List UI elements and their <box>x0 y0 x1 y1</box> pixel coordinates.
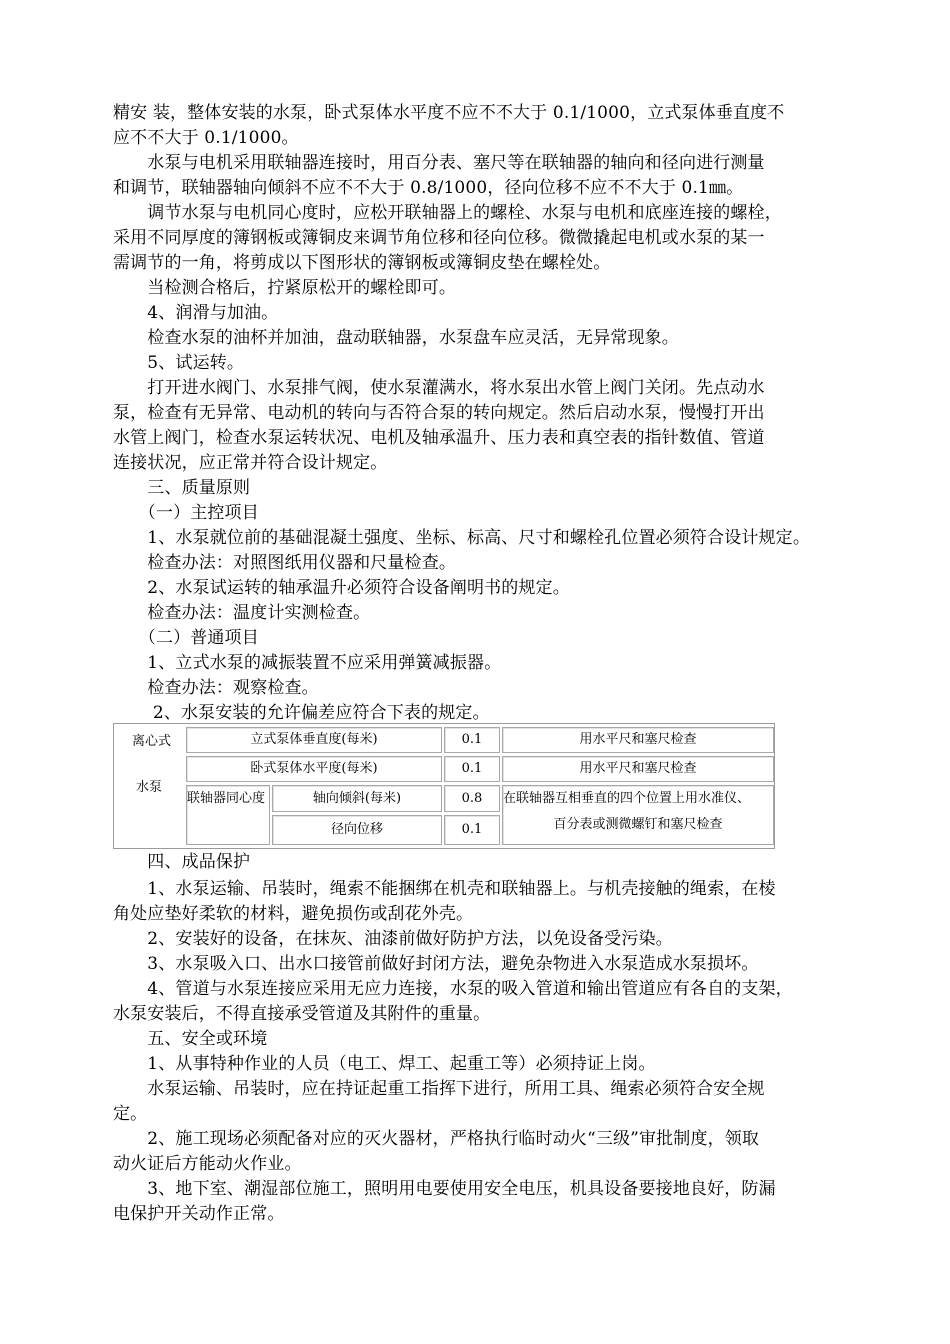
text-line: 2、安装好的设备，在抹灰、油漆前做好防护方法，以免设备受污染。 <box>113 929 673 949</box>
table-label-bottom: 水泵 <box>136 780 163 795</box>
subsection-heading: （二）普通项目 <box>113 628 259 648</box>
text-line: 2、水泵安装的允许偏差应符合下表的规定。 <box>113 703 490 723</box>
text-line: 1、从事特种作业的人员（电工、焊工、起重工等）必须持证上岗。 <box>113 1054 656 1074</box>
text-line: 需调节的一角，将剪成以下图形状的簿钢板或簿铜皮垫在螺栓处。 <box>113 253 611 273</box>
text-line: 采用不同厚度的簿钢板或簿铜皮来调节角位移和径向位移。微微撬起电机或水泵的某一 <box>113 228 765 248</box>
text-line: 1、水泵运输、吊装时，绳索不能捆绑在机壳和联轴器上。与机壳接触的绳索，在棱 <box>113 879 776 899</box>
table-cell-value: 0.1 <box>444 727 500 753</box>
text-line: 3、水泵吸入口、出水口接管前做好封闭方法，避免杂物进入水泵造成水泵损坏。 <box>113 954 759 974</box>
text-line: 检查办法：温度计实测检查。 <box>113 603 371 623</box>
table-cell-item: 径向位移 <box>272 815 442 845</box>
text-line: 动火证后方能动火作业。 <box>113 1154 302 1174</box>
section-heading: 三、质量原则 <box>113 478 251 498</box>
text-line: 电保护开关动作正常。 <box>113 1204 285 1224</box>
table-cell-method: 用水平尺和塞尺检查 <box>502 756 774 782</box>
text-line: 和调节，联轴器轴向倾斜不应不不大于 0.8/1000，径向位移不应不不大于 0.1㎜。 <box>113 178 744 198</box>
table-group-label: 联轴器同心度 <box>187 791 266 806</box>
text-line: 泵，检查有无异常、电动机的转向与否符合泵的转向规定。然后启动水泵，慢慢打开出 <box>113 403 765 423</box>
text-line: 水泵安装后，不得直接承受管道及其附件的重量。 <box>113 1004 491 1024</box>
text-line: 水泵与电机采用联轴器连接时，用百分表、塞尺等在联轴器的轴向和径向进行测量 <box>113 153 765 173</box>
text-line: 水泵运输、吊装时，应在持证起重工指挥下进行，所用工具、绳索必须符合安全规 <box>113 1079 765 1099</box>
table-cell-value: 0.1 <box>444 756 500 782</box>
text-line: 1、立式水泵的减振装置不应采用弹簧减振器。 <box>113 653 502 673</box>
text-line: 连接状况，应正常并符合设计规定。 <box>113 453 388 473</box>
section-heading: 4、润滑与加油。 <box>113 303 279 323</box>
subsection-heading: （一）主控项目 <box>113 503 259 523</box>
table-cell-item: 卧式泵体水平度(每米) <box>186 756 442 782</box>
text-line: 应不不大于 0.1/1000。 <box>113 128 299 148</box>
table-cell-value: 0.8 <box>444 785 500 812</box>
text-line: 打开进水阀门、水泵排气阀，使水泵灌满水，将水泵出水管上阀门关闭。先点动水 <box>113 378 765 398</box>
text-line: 当检测合格后，拧紧原松开的螺栓即可。 <box>113 278 456 298</box>
text-line: 调节水泵与电机同心度时，应松开联轴器上的螺栓、水泵与电机和底座连接的螺栓， <box>113 203 782 223</box>
text-line: 水管上阀门，检查水泵运转状况、电机及轴承温升、压力表和真空表的指针数值、管道 <box>113 428 765 448</box>
text-line: 精安 装，整体安装的水泵，卧式泵体水平度不应不不大于 0.1/1000，立式泵体垂直度不 <box>113 103 785 123</box>
text-line: 角处应垫好柔软的材料，避免损伤或刮花外壳。 <box>113 904 474 924</box>
text-line: 检查办法：对照图纸用仪器和尺量检查。 <box>113 553 456 573</box>
text-line: 4、管道与水泵连接应采用无应力连接，水泵的吸入管道和输出管道应有各自的支架， <box>113 979 793 999</box>
text-line: 检查办法：观察检查。 <box>113 678 319 698</box>
table-cell-item: 立式泵体垂直度(每米) <box>186 727 442 753</box>
table-method-line: 在联轴器互相垂直的四个位置上用水准仪、 <box>503 791 751 806</box>
text-line: 检查水泵的油杯并加油，盘动联轴器，水泵盘车应灵活，无异常现象。 <box>113 328 679 348</box>
table-cell-group <box>186 785 270 845</box>
section-heading: 四、成品保护 <box>113 852 251 872</box>
text-line: 2、施工现场必须配备对应的灭火器材，严格执行临时动火“三级”审批制度，领取 <box>113 1129 760 1149</box>
table-method-line: 百分表或测微螺钉和塞尺检查 <box>553 817 723 832</box>
table-cell-item: 轴向倾斜(每米) <box>272 785 442 812</box>
text-line: 3、地下室、潮湿部位施工，照明用电要使用安全电压，机具设备要接地良好，防漏 <box>113 1179 776 1199</box>
text-line: 1、水泵就位前的基础混凝土强度、坐标、标高、尺寸和螺栓孔位置必须符合设计规定。 <box>113 528 810 548</box>
table-label-top: 离心式 <box>132 734 172 749</box>
text-line: 2、水泵试运转的轴承温升必须符合设备阐明书的规定。 <box>113 578 570 598</box>
table-cell-method: 用水平尺和塞尺检查 <box>502 727 774 753</box>
text-line: 定。 <box>113 1104 148 1124</box>
table-cell-method <box>502 785 774 845</box>
section-heading: 5、试运转。 <box>113 353 245 373</box>
section-heading: 五、安全或环境 <box>113 1029 268 1049</box>
tolerance-table <box>113 723 775 849</box>
table-cell-value: 0.1 <box>444 815 500 845</box>
